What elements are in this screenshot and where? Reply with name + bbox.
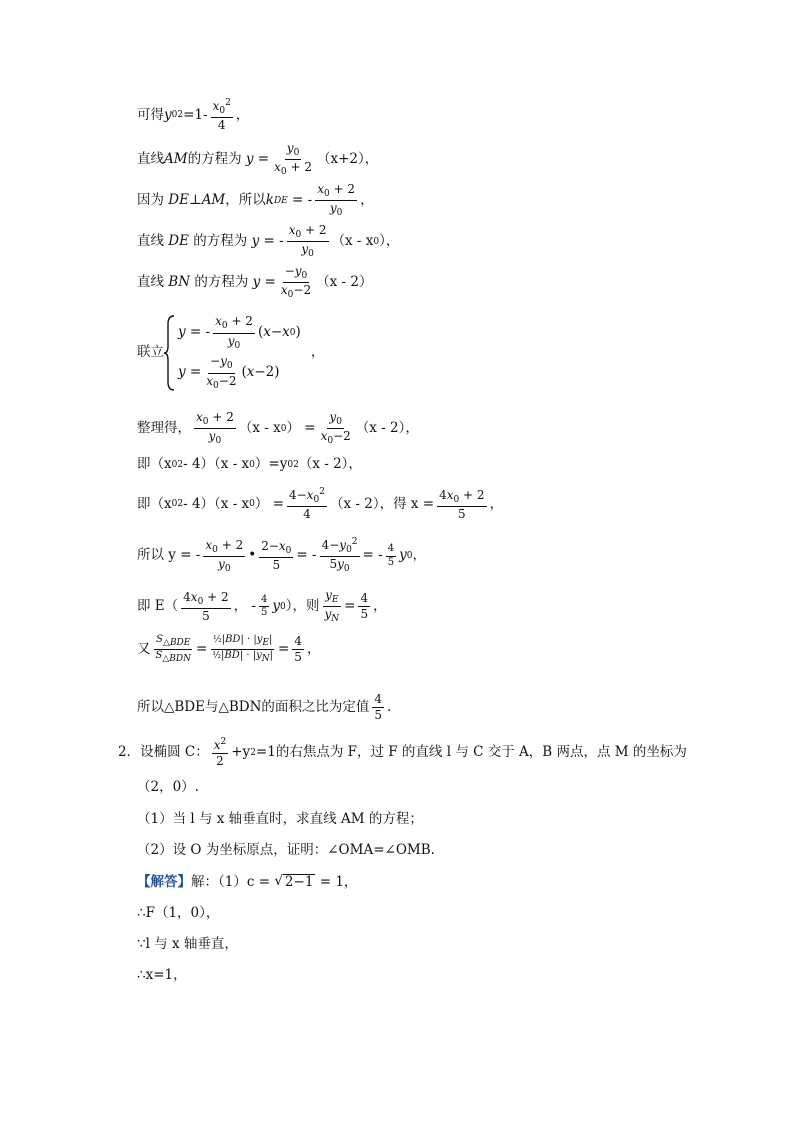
text: ） =	[254, 495, 285, 512]
text: 即（x	[137, 495, 172, 512]
fraction: $\frac{4}{5}$	[387, 543, 395, 568]
system-eq-2: y = $\frac{-y_0}{x_0-2}$ ( x −2)	[178, 354, 280, 391]
line-point-e: 即 E（ $\frac{4x_0 + 2}{5}$ ， - $\frac{4}{5}$ y 0 ），则 $\frac{y_E}{y_N}$ = $\frac{4}{5}$ ，	[137, 588, 387, 625]
text: 直线	[137, 150, 164, 167]
text: ，	[412, 547, 426, 564]
text: = -	[362, 547, 383, 564]
text: （2）设 O 为坐标原点，证明：∠OMA=∠OMB.	[137, 842, 435, 858]
square-root: √ 2−1	[274, 873, 314, 890]
text: ，	[489, 495, 504, 512]
fraction: $\frac{y_0}{x_0-2}$	[320, 410, 351, 447]
answer-line-1	[137, 874, 357, 891]
fraction: $\frac{x_0^2}{4}$	[212, 98, 231, 133]
fraction: $\frac{4}{5}$	[374, 692, 383, 722]
fraction: $\frac{x^2}{2}$	[213, 737, 227, 768]
answer-line-2	[137, 906, 219, 922]
system-eq-1: y = - $\frac{x_0 + 2}{y_0}$ ( x − x 0 )	[178, 314, 301, 351]
text: .	[387, 698, 392, 715]
text: ， -	[233, 597, 256, 614]
fraction: $\frac{-y_0}{x_0-2}$	[206, 354, 237, 391]
text: ∵l 与 x 轴垂直，	[137, 936, 238, 952]
line-am-equation: 直线 AM 的方程为 y = $\frac{y_0}{x_0 + 2}$ （x+2），	[137, 141, 379, 178]
fraction: $\frac{x_0 + 2}{y_0}$	[317, 182, 356, 219]
line-solve-x: 即（x 0 2 - 4）（x - x 0 ） = $\frac{4-x_0^2}{4}$ （x - 2），得 x = $\frac{4x_0 + 2}{5}$ ，	[137, 487, 504, 522]
fraction: $\frac{4}{5}$	[261, 593, 268, 619]
fraction: $\frac{4-x_0^2}{4}$	[289, 487, 325, 522]
fraction: $\frac{x_0 + 2}{y_0}$	[215, 314, 253, 351]
text: （2，0）.	[137, 779, 199, 795]
line-simplified: 整理得， $\frac{x_0 + 2}{y_0}$ （x - x 0 ） = $\frac{y_0}{x_0-2}$ （x - 2），	[137, 410, 419, 447]
text: BN	[168, 273, 191, 290]
text: y	[399, 547, 407, 564]
fraction: $\frac{x_0 + 2}{y_0}$	[205, 537, 244, 574]
text: = -	[296, 547, 317, 564]
text: =	[196, 640, 208, 657]
text: •	[248, 547, 257, 564]
line-expanded: 即（x 0 2 - 4）（x - x 0 ）=y 0 2 （x - 2），	[137, 456, 362, 472]
line-y0-squared: 可得 y 0 2 =1- $\frac{x_0^2}{4}$ ，	[137, 98, 250, 133]
text: ，	[310, 344, 325, 361]
text: 的方程为	[193, 232, 248, 249]
question-2-stem: 2．设椭圆 C： $\frac{x^2}{2}$ +y 2 =1的右焦点为 F，过 F 的直线 l 与 C 交于 A，B 两点，点 M 的坐标为	[118, 737, 687, 768]
question-2-point	[137, 780, 199, 796]
text: DE	[168, 232, 189, 249]
fraction: $\frac{2-x_0}{5}$	[261, 539, 292, 573]
text: ），则	[285, 597, 320, 614]
text: 直线	[137, 232, 164, 249]
question-number: 2．设椭圆 C：	[118, 744, 209, 761]
text: 解：（1）c =	[191, 873, 271, 890]
text: （1）当 l 与 x 轴垂直时，求直线 AM 的方程；	[137, 811, 423, 827]
text: （x - 2），得 x =	[329, 495, 435, 512]
fraction: $\frac{4}{5}$	[294, 634, 302, 665]
text: ∴x=1，	[137, 967, 187, 983]
text: ∴F（1，0），	[137, 905, 220, 921]
text: 所以△BDE与△BDN的面积之比为定值	[137, 698, 370, 715]
line-system	[137, 313, 324, 393]
text: 又	[137, 640, 151, 657]
text: = 1，	[319, 873, 358, 890]
left-brace-icon	[164, 314, 176, 392]
text: ⊥	[188, 191, 202, 208]
fraction: $\frac{y_0}{x_0 + 2}$	[274, 141, 312, 178]
text: =	[344, 597, 356, 614]
fraction: $\frac{x_0 + 2}{y_0}$	[196, 410, 234, 447]
fraction: $\frac{4x_0 + 2}{5}$	[183, 589, 229, 623]
answer-line-4	[137, 968, 187, 984]
text: y	[272, 597, 281, 614]
text: ），	[379, 232, 400, 249]
text: ，所以	[225, 191, 266, 208]
text: - 4）（x - x	[183, 495, 250, 512]
text: （x+2），	[316, 150, 379, 167]
text: 可得	[137, 106, 164, 123]
line-conclusion	[137, 692, 391, 723]
radicand: 2−1	[284, 874, 314, 890]
text: （x - x	[331, 232, 374, 249]
text: （x - 2），	[355, 419, 419, 436]
text: ） =	[286, 419, 316, 436]
text: 的方程为	[194, 273, 249, 290]
text: +y	[231, 744, 251, 761]
text: AM	[164, 150, 188, 167]
text: 的方程为	[187, 150, 242, 167]
text: ，	[235, 106, 250, 123]
text: =	[277, 640, 290, 657]
line-solve-y: 所以 y = - $\frac{x_0 + 2}{y_0}$ • $\frac{2-x_0}{5}$ = - $\frac{4-y_0^2}{5y_0}$ = - $\frac{4}{5}$ y 0 ，	[137, 537, 426, 575]
fraction: $\frac{4-y_0^2}{5y_0}$	[321, 537, 358, 575]
answer-tag: 【解答】	[137, 873, 191, 890]
fraction: $\frac{S_{\triangle BDE}}{S_{\triangle BDN}}$	[155, 634, 191, 665]
fraction: $\frac{4x_0 + 2}{5}$	[439, 487, 485, 521]
fraction: $\frac{4}{5}$	[360, 591, 369, 622]
text: ，	[360, 191, 374, 208]
text: ）=y	[254, 456, 288, 472]
text: 即 E（	[137, 597, 179, 614]
text: DE	[168, 191, 189, 208]
fraction: $\frac{y_E}{y_N}$	[324, 588, 340, 625]
answer-line-3	[137, 937, 238, 953]
text: 所以 y = -	[137, 547, 201, 564]
text: 联立	[137, 344, 164, 361]
line-area-ratio	[137, 634, 320, 666]
question-2-part-1	[137, 812, 423, 828]
text: （x - 2），	[298, 456, 362, 472]
line-bn-equation: 直线 BN 的方程为 y = $\frac{-y_0}{x_0-2}$ （x - 2）	[137, 264, 373, 301]
text: AM	[201, 191, 226, 208]
line-de-equation: 直线 DE 的方程为 y = - $\frac{x_0 + 2}{y_0}$ （x - x 0 ），	[137, 223, 400, 260]
text: 直线	[137, 273, 164, 290]
question-2-part-2	[137, 843, 435, 859]
fraction: $\frac{x_0 + 2}{y_0}$	[288, 223, 327, 260]
text: 整理得，	[137, 419, 191, 436]
fraction: $\frac{-y_0}{x_0-2}$	[280, 264, 312, 301]
line-perpendicular: 因为 DE ⊥ AM ，所以 k DE = - $\frac{x_0 + 2}{y_0}$ ，	[137, 182, 374, 219]
text: 因为	[137, 191, 164, 208]
fraction: $\frac{\frac{1}{2}|BD| \cdot |y_E|}{\frac{1}{2}|BD| \cdot |y_N|}$	[212, 634, 273, 665]
text: （x - 2）	[316, 273, 373, 290]
text: 即（x	[137, 456, 172, 472]
text: - 4）（x - x	[183, 456, 250, 472]
text: ，	[373, 597, 387, 614]
text: （x - x	[238, 419, 281, 436]
text: =1的右焦点为 F，过 F 的直线 l 与 C 交于 A，B 两点，点 M 的坐标为	[255, 744, 687, 761]
text: ，	[306, 640, 321, 657]
system-equations	[178, 313, 301, 393]
